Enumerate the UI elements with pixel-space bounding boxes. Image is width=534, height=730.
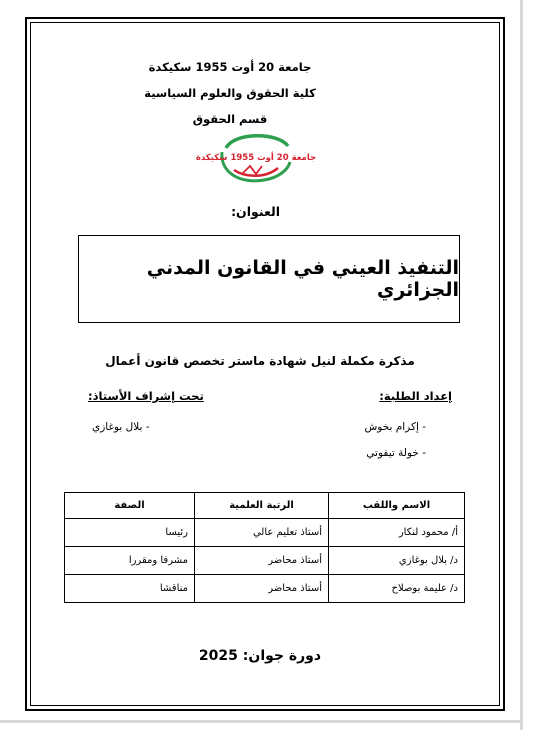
student-name: - خولة تيفوتي (366, 447, 426, 459)
students-label: إعداد الطلبة: (379, 389, 452, 403)
header-rank: الرتبة العلمية (195, 493, 329, 519)
title-label: العنوان: (231, 204, 280, 219)
member-name: د/ بلال بوغازي (329, 547, 465, 575)
university-name: جامعة 20 أوت 1955 سكيكدة (148, 60, 312, 74)
supervisor-name: - بلال بوغازي (92, 421, 150, 433)
header-name: الاسم واللقب (329, 493, 465, 519)
page-edge-right (520, 0, 523, 730)
committee-table (64, 492, 465, 603)
member-name: د/ عليمة بوصلاح (329, 575, 465, 603)
member-rank: أستاذ تعليم عالي (195, 519, 329, 547)
university-logo (195, 130, 317, 186)
page-edge-bottom (0, 720, 520, 723)
faculty-name: كلية الحقوق والعلوم السياسية (144, 86, 316, 100)
title-box (78, 235, 460, 323)
department-name: قسم الحقوق (192, 112, 268, 126)
table-header-row (65, 493, 465, 519)
session-date: دورة جوان: 2025 (198, 648, 322, 664)
member-role: رئيسا (65, 519, 195, 547)
thesis-title: التنفيذ العيني في القانون المدني الجزائري (146, 257, 459, 301)
member-rank: أستاذ محاضر (195, 547, 329, 575)
table-row (65, 575, 465, 603)
logo-text: جامعة 20 أوت 1955 سكيكدة (195, 153, 317, 163)
student-name: - إكرام بخوش (364, 421, 426, 433)
header-role: الصفة (65, 493, 195, 519)
table-row (65, 519, 465, 547)
member-rank: أستاذ محاضر (195, 575, 329, 603)
thesis-subtitle: مذكرة مكملة لنيل شهادة ماستر تخصص قانون أعمال (105, 354, 415, 368)
member-role: مشرفا ومقررا (65, 547, 195, 575)
table-row (65, 547, 465, 575)
supervisor-label: تحت إشراف الأستاذ: (88, 389, 204, 403)
member-role: مناقشا (65, 575, 195, 603)
member-name: أ/ محمود لنكار (329, 519, 465, 547)
